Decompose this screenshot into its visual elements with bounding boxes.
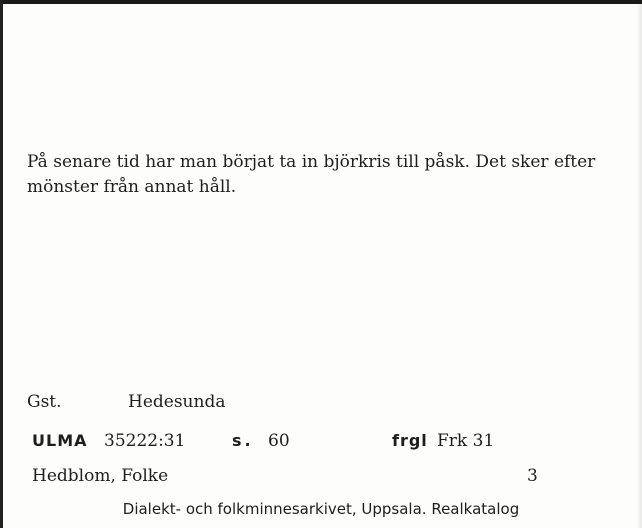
- s-value: 60: [268, 431, 290, 451]
- s-label: s.: [232, 431, 254, 450]
- gst-label: Gst.: [27, 392, 62, 412]
- card-right-shadow: [636, 0, 642, 528]
- card-left-edge: [0, 0, 3, 528]
- card-top-edge: [0, 0, 642, 4]
- gst-row: [27, 392, 226, 412]
- frgl-label: frgl: [392, 431, 428, 450]
- archive-footer: Dialekt- och folkminnesarkivet, Uppsala. Realkatalog: [122, 500, 520, 518]
- ulma-row: [32, 431, 632, 451]
- informant-name: Hedblom, Folke: [32, 466, 169, 486]
- frgl-value: Frk 31: [437, 431, 495, 451]
- informant-row: [32, 466, 612, 486]
- ulma-number: 35222:31: [104, 431, 186, 451]
- gst-value: Hedesunda: [128, 392, 226, 412]
- card-number: 3: [527, 466, 538, 486]
- ulma-label: ULMA: [32, 431, 88, 450]
- record-text: På senare tid har man börjat ta in björkris till påsk. Det sker efter mönster från annat håll.: [27, 152, 596, 197]
